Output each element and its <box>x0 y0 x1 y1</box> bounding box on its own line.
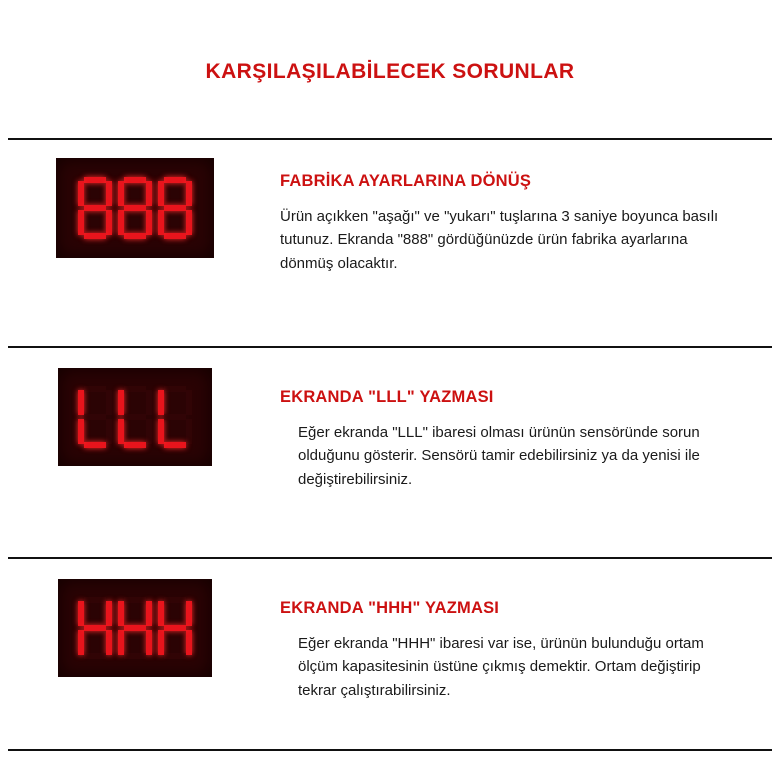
segment-b <box>146 181 152 206</box>
segment-g <box>164 205 186 211</box>
segment-d <box>124 653 146 659</box>
text-cell-3 <box>270 579 780 702</box>
seven-segment-display-lll <box>58 368 212 466</box>
segment-g <box>124 205 146 211</box>
segment-c <box>106 419 112 444</box>
segment-e <box>158 210 164 235</box>
segment-c <box>186 210 192 235</box>
segment-d <box>84 233 106 239</box>
segment-f <box>118 181 124 206</box>
segment-g <box>84 414 106 420</box>
segment-c <box>146 630 152 655</box>
segment-c <box>146 210 152 235</box>
segment-f <box>78 181 84 206</box>
segment-g <box>84 205 106 211</box>
segment-f <box>118 601 124 626</box>
segment-char-1 <box>78 597 112 659</box>
section-lll-error <box>0 348 780 557</box>
page-title: KARŞILAŞILABİLECEK SORUNLAR <box>205 60 575 83</box>
segment-a <box>124 177 146 183</box>
segment-e <box>158 630 164 655</box>
text-cell-2 <box>270 368 780 491</box>
segment-g <box>124 414 146 420</box>
segment-b <box>186 181 192 206</box>
section-heading-lll-error: EKRANDA "LLL" YAZMASI <box>280 388 494 406</box>
segment-e <box>158 419 164 444</box>
segment-c <box>186 630 192 655</box>
segment-a <box>84 177 106 183</box>
segment-c <box>106 630 112 655</box>
segment-char-3 <box>158 597 192 659</box>
segment-f <box>158 181 164 206</box>
segment-f <box>118 390 124 415</box>
segment-b <box>106 601 112 626</box>
segment-char-2 <box>118 386 152 448</box>
segment-d <box>84 442 106 448</box>
segment-d <box>164 233 186 239</box>
segment-char-1 <box>78 177 112 239</box>
display-cell-2 <box>0 368 270 466</box>
segment-c <box>106 210 112 235</box>
segment-e <box>118 630 124 655</box>
segment-e <box>118 210 124 235</box>
segment-d <box>164 442 186 448</box>
segment-d <box>124 233 146 239</box>
text-cell-1 <box>270 158 780 275</box>
segment-d <box>164 653 186 659</box>
segment-char-2 <box>118 177 152 239</box>
segment-a <box>164 386 186 392</box>
segment-e <box>78 630 84 655</box>
segment-e <box>78 210 84 235</box>
segment-g <box>164 414 186 420</box>
segment-a <box>84 597 106 603</box>
divider-bottom <box>8 749 772 751</box>
segment-a <box>84 386 106 392</box>
section-heading-hhh-error: EKRANDA "HHH" YAZMASI <box>280 599 500 617</box>
segment-char-3 <box>158 177 192 239</box>
segment-f <box>158 390 164 415</box>
segment-c <box>146 419 152 444</box>
section-body-lll-error: Eğer ekranda "LLL" ibaresi olması ürünün sensöründe sorun olduğunu gösterir. Sensörü tamir edebilirsiniz ya da yenisi ile değiştirebilirsiniz. <box>298 424 700 488</box>
segment-e <box>78 419 84 444</box>
segment-d <box>124 442 146 448</box>
segment-f <box>78 390 84 415</box>
segment-b <box>106 181 112 206</box>
section-heading-factory-reset: FABRİKA AYARLARINA DÖNÜŞ <box>280 172 532 190</box>
segment-c <box>186 419 192 444</box>
segment-b <box>186 390 192 415</box>
section-hhh-error <box>0 559 780 749</box>
section-body-factory-reset: Ürün açıkken "aşağı" ve "yukarı" tuşlarına 3 saniye boyunca basılı tutunuz. Ekranda "888" gördüğünüzde ürün fabrika ayarlarına dönmüş olacaktır. <box>280 208 719 272</box>
segment-f <box>158 601 164 626</box>
seven-segment-display-hhh <box>58 579 212 677</box>
display-cell-1 <box>0 158 270 258</box>
segment-char-2 <box>118 597 152 659</box>
seven-segment-display-888 <box>56 158 214 258</box>
segment-char-3 <box>158 386 192 448</box>
segment-g <box>164 625 186 631</box>
segment-b <box>106 390 112 415</box>
segment-char-1 <box>78 386 112 448</box>
segment-d <box>84 653 106 659</box>
segment-e <box>118 419 124 444</box>
section-factory-reset <box>0 140 780 346</box>
segment-b <box>186 601 192 626</box>
segment-g <box>84 625 106 631</box>
segment-a <box>164 597 186 603</box>
segment-a <box>164 177 186 183</box>
segment-f <box>78 601 84 626</box>
segment-b <box>146 601 152 626</box>
display-cell-3 <box>0 579 270 677</box>
segment-a <box>124 386 146 392</box>
segment-g <box>124 625 146 631</box>
section-body-hhh-error: Eğer ekranda "HHH" ibaresi var ise, ürünün bulunduğu ortam ölçüm kapasitesinin üstüne çıkmış demektir. Ortam değiştirip tekrar çalıştırabilirsiniz. <box>298 635 704 699</box>
segment-b <box>146 390 152 415</box>
segment-a <box>124 597 146 603</box>
